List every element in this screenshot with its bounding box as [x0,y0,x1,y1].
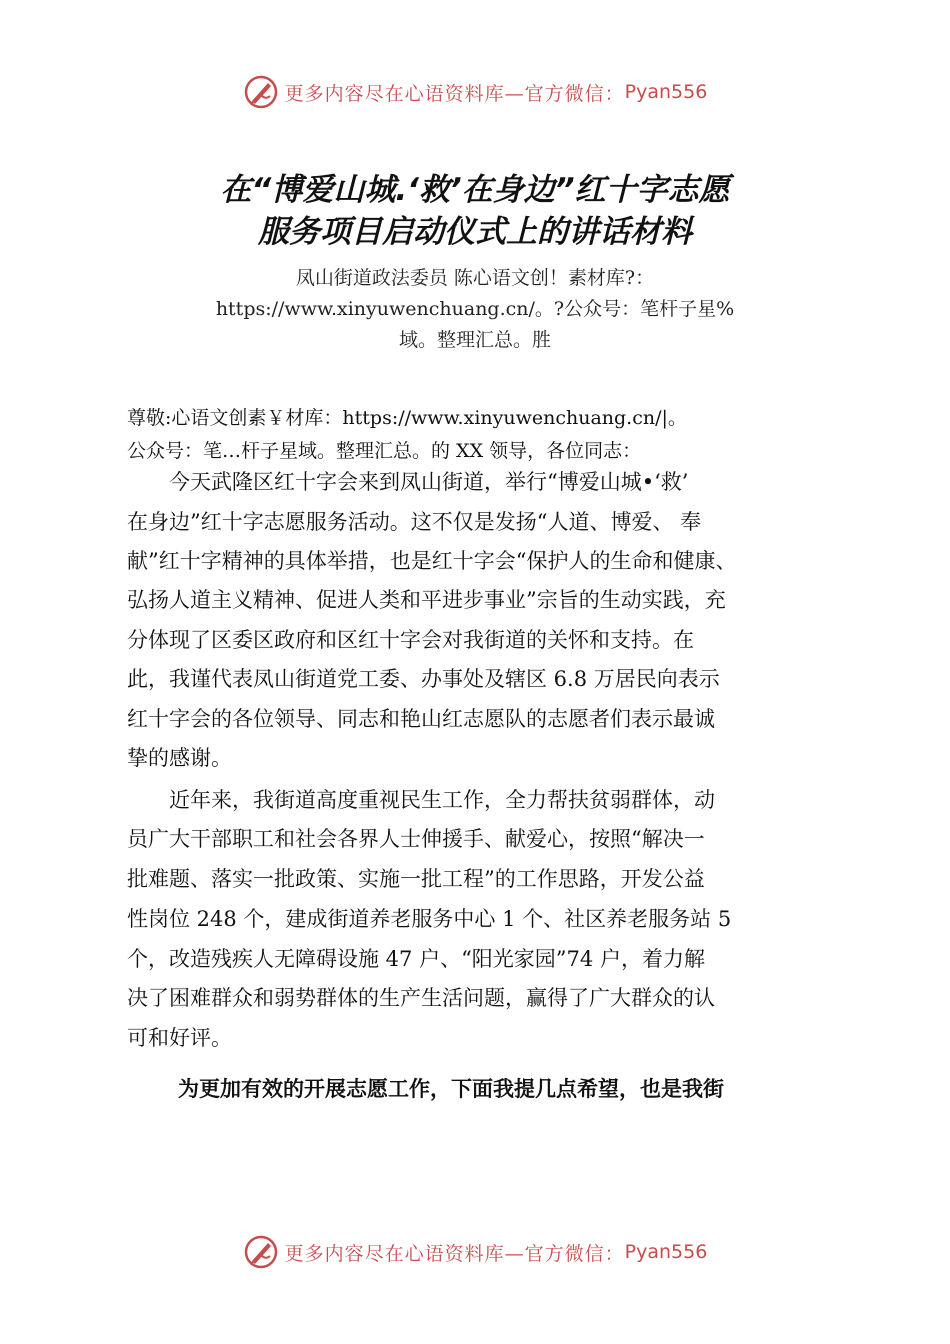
paragraph-2-line: 决了困难群众和弱势群体的生产生活问题，赢得了广大群众的认 [127,986,715,1010]
paragraph-1-line: 今天武隆区红十字会来到凤山街道，举行“博爱山城•‘救’ [127,470,689,494]
paragraph-2-line: 可和好评。 [127,1026,232,1050]
paragraph-2-line: 批难题、落实一批政策、实施一批工程”的工作思路，开发公益 [127,867,705,891]
pen-logo-icon [243,74,279,110]
document-title-line-1: 在“博爱山城.‘救’在身边”红十字志愿 [220,172,730,208]
paragraph-2-line: 个，改造残疾人无障碍设施 47 户、“阳光家园”74 户，着力解 [127,947,705,971]
bold-lead-line: 为更加有效的开展志愿工作，下面我提几点希望，也是我街 [178,1077,724,1101]
byline-line-1: 凤山街道政法委员 陈心语文创！素材库?： [295,267,655,289]
paragraph-1-line: 分体现了区委区政府和区红十字会对我街道的关怀和支持。在 [127,628,694,652]
byline-line-2: https://www.xinyuwenchuang.cn/。?公众号：笔杆子星% [215,298,735,320]
banner-wechat-id: Pyan556 [624,1241,708,1263]
banner-text: 更多内容尽在心语资料库—官方微信： [284,82,625,105]
paragraph-1-line: 献”红十字精神的具体举措，也是红十字会“保护人的生命和健康、 [127,549,737,573]
paragraph-2-line: 近年来，我街道高度重视民生工作，全力帮扶贫弱群体，动 [127,788,715,812]
salutation-line-1: 尊敬:心语文创素￥材库：https://www.xinyuwenchuang.cn/|。 [127,407,687,429]
pen-logo-icon [243,1234,279,1270]
salutation-line-2: 公众号：笔…杆子星域。整理汇总。的 XX 领导，各位同志： [127,440,642,462]
banner-wechat-id: Pyan556 [624,81,708,103]
document-title-line-2: 服务项目启动仪式上的讲话材料 [258,214,692,250]
footer-banner [0,1232,950,1272]
paragraph-2-line: 员广大干部职工和社会各界人士伸援手、献爱心，按照“解决一 [127,827,705,851]
byline-line-3: 域。整理汇总。胜 [398,329,551,351]
paragraph-1-line: 红十字会的各位领导、同志和艳山红志愿队的志愿者们表示最诚 [127,707,715,731]
banner-text: 更多内容尽在心语资料库—官方微信： [284,1242,625,1265]
paragraph-1-line: 在身边”红十字志愿服务活动。这不仅是发扬“人道、博爱、 奉 [127,510,702,534]
paragraph-1-line: 挚的感谢。 [127,746,232,770]
paragraph-1-line: 此，我谨代表凤山街道党工委、办事处及辖区 6.8 万居民向表示 [127,667,720,691]
header-banner [0,72,950,112]
paragraph-1-line: 弘扬人道主义精神、促进人类和平进步事业”宗旨的生动实践，充 [127,588,726,612]
paragraph-2-line: 性岗位 248 个，建成街道养老服务中心 1 个、社区养老服务站 5 [127,907,732,931]
